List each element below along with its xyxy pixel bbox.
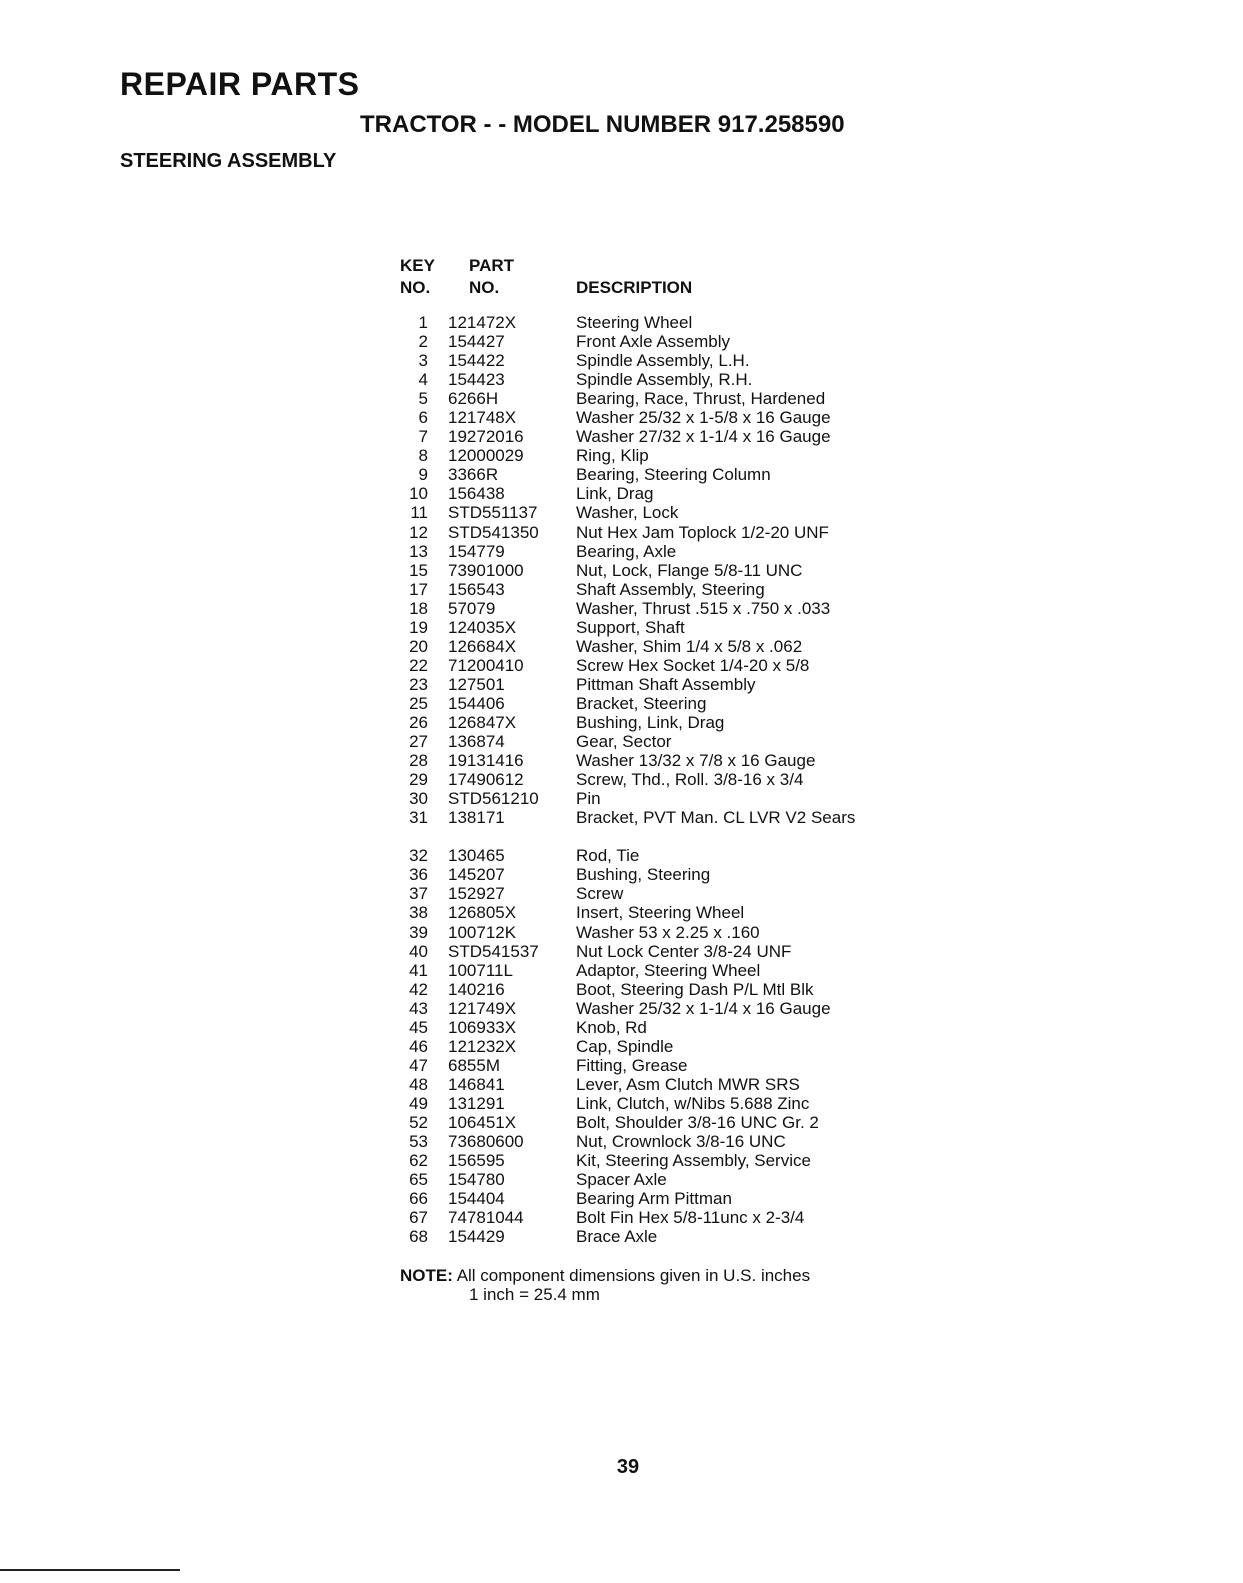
- part-number: STD561210: [448, 789, 539, 809]
- parts-list: [400, 313, 920, 1246]
- note-text: All component dimensions given in U.S. inches: [456, 1266, 811, 1285]
- header-description: DESCRIPTION: [576, 278, 693, 297]
- part-number: 136874: [448, 732, 505, 752]
- parts-row: [400, 580, 920, 599]
- parts-row: [400, 370, 920, 389]
- part-description: Screw, Thd., Roll. 3/8-16 x 3/4: [576, 770, 804, 790]
- key-number: 6: [418, 408, 428, 428]
- note-label: NOTE:: [400, 1266, 453, 1285]
- part-description: Link, Clutch, w/Nibs 5.688 Zinc: [576, 1093, 810, 1113]
- part-number: 146841: [448, 1074, 505, 1094]
- note-conversion: 1 inch = 25.4 mm: [469, 1285, 600, 1304]
- part-description: Boot, Steering Dash P/L Mtl Blk: [576, 979, 814, 999]
- key-number: 68: [409, 1227, 428, 1247]
- key-number: 38: [409, 903, 428, 923]
- parts-row: [400, 694, 920, 713]
- parts-row: [400, 351, 920, 370]
- part-number: 100712K: [448, 922, 517, 942]
- part-description: Front Axle Assembly: [576, 332, 731, 352]
- part-number: STD551137: [448, 503, 538, 523]
- part-number: 154427: [448, 332, 505, 352]
- key-number: 22: [409, 655, 428, 675]
- parts-row: [400, 427, 920, 446]
- part-description: Washer 13/32 x 7/8 x 16 Gauge: [576, 751, 816, 771]
- parts-row: [400, 1056, 920, 1075]
- part-description: Bearing Arm Pittman: [576, 1189, 732, 1209]
- parts-row: [400, 599, 920, 618]
- key-number: 3: [418, 351, 428, 371]
- part-number: STD541350: [448, 522, 539, 542]
- part-description: Knob, Rd: [576, 1017, 647, 1037]
- part-number: 106933X: [448, 1017, 517, 1037]
- key-number: 13: [409, 541, 428, 561]
- parts-row: [400, 484, 920, 503]
- key-number: 67: [409, 1208, 428, 1228]
- part-description: Bearing, Axle: [576, 541, 677, 561]
- key-number: 23: [409, 674, 428, 694]
- key-number: 4: [418, 370, 428, 390]
- part-number: 154780: [448, 1170, 505, 1190]
- parts-row: [400, 846, 920, 865]
- key-number: 62: [409, 1151, 428, 1171]
- part-number: 121749X: [448, 998, 517, 1018]
- key-number: 28: [409, 751, 428, 771]
- part-number: 154404: [448, 1189, 505, 1209]
- part-description: Rod, Tie: [576, 846, 640, 866]
- key-number: 20: [409, 636, 428, 656]
- part-description: Brace Axle: [576, 1227, 658, 1247]
- part-number: 154423: [448, 370, 505, 390]
- page-number: 39: [616, 1456, 640, 1478]
- key-number: 9: [418, 465, 428, 485]
- part-number: 154779: [448, 541, 505, 561]
- part-description: Screw Hex Socket 1/4-20 x 5/8: [576, 655, 810, 675]
- parts-row: [400, 1132, 920, 1151]
- part-number: 19272016: [448, 427, 524, 447]
- part-number: 3366R: [448, 465, 499, 485]
- key-number: 53: [409, 1132, 428, 1152]
- key-number: 17: [409, 579, 428, 599]
- key-number: 32: [409, 846, 428, 866]
- part-description: Bushing, Steering: [576, 865, 711, 885]
- part-number: 156595: [448, 1151, 505, 1171]
- parts-row: [400, 961, 920, 980]
- part-number: 154406: [448, 693, 505, 713]
- part-description: Nut Hex Jam Toplock 1/2-20 UNF: [576, 522, 829, 542]
- part-description: Adaptor, Steering Wheel: [576, 960, 761, 980]
- key-number: 48: [409, 1074, 428, 1094]
- part-number: 57079: [448, 598, 496, 618]
- parts-row: [400, 561, 920, 580]
- parts-row: [400, 1037, 920, 1056]
- part-description: Gear, Sector: [576, 732, 672, 752]
- key-number: 47: [409, 1055, 428, 1075]
- key-number: 45: [409, 1017, 428, 1037]
- part-description: Bearing, Race, Thrust, Hardened: [576, 389, 826, 409]
- part-number: 154422: [448, 351, 505, 371]
- parts-row: [400, 1151, 920, 1170]
- parts-row: [400, 1075, 920, 1094]
- parts-row: [400, 1170, 920, 1189]
- part-number: 126847X: [448, 712, 517, 732]
- part-description: Nut, Crownlock 3/8-16 UNC: [576, 1132, 786, 1152]
- part-description: Pin: [576, 789, 601, 809]
- part-description: Insert, Steering Wheel: [576, 903, 745, 923]
- key-number: 15: [409, 560, 428, 580]
- parts-row: [400, 770, 920, 789]
- key-number: 18: [409, 598, 428, 618]
- part-description: Washer 27/32 x 1-1/4 x 16 Gauge: [576, 427, 831, 447]
- part-number: 6855M: [448, 1055, 500, 1075]
- part-description: Washer, Thrust .515 x .750 x .033: [576, 598, 831, 618]
- part-description: Kit, Steering Assembly, Service: [576, 1151, 811, 1171]
- parts-row: [400, 789, 920, 808]
- parts-row: [400, 999, 920, 1018]
- part-number: 127501: [448, 674, 505, 694]
- part-number: 6266H: [448, 389, 499, 409]
- key-number: 65: [409, 1170, 428, 1190]
- part-number: 130465: [448, 846, 505, 866]
- parts-row: [400, 503, 920, 522]
- parts-row: [400, 1018, 920, 1037]
- part-description: Lever, Asm Clutch MWR SRS: [576, 1074, 800, 1094]
- model-title: TRACTOR - - MODEL NUMBER 917.258590: [360, 111, 845, 138]
- note: [400, 1266, 811, 1304]
- key-number: 27: [409, 732, 428, 752]
- part-number: 17490612: [448, 770, 524, 790]
- key-number: 37: [409, 884, 428, 904]
- part-number: 74781044: [448, 1208, 524, 1228]
- parts-row: [400, 542, 920, 561]
- part-description: Bolt Fin Hex 5/8-11unc x 2-3/4: [576, 1208, 805, 1228]
- key-number: 5: [418, 389, 428, 409]
- parts-row: [400, 408, 920, 427]
- key-number: 7: [418, 427, 428, 447]
- header-part: PART: [469, 256, 515, 275]
- part-number: 121748X: [448, 408, 517, 428]
- part-number: 73901000: [448, 560, 524, 580]
- part-number: 140216: [448, 979, 505, 999]
- key-number: 12: [409, 522, 428, 542]
- key-number: 19: [409, 617, 428, 637]
- part-number: 126684X: [448, 636, 517, 656]
- key-number: 49: [409, 1093, 428, 1113]
- parts-row: [400, 884, 920, 903]
- parts-row: [400, 808, 920, 846]
- parts-row: [400, 446, 920, 465]
- key-number: 66: [409, 1189, 428, 1209]
- part-number: 19131416: [448, 751, 524, 771]
- header-part-no: NO.: [469, 278, 500, 297]
- parts-row: [400, 618, 920, 637]
- parts-row: [400, 465, 920, 484]
- part-description: Bracket, Steering: [576, 693, 707, 713]
- key-number: 36: [409, 865, 428, 885]
- parts-row: [400, 523, 920, 542]
- parts-row: [400, 1113, 920, 1132]
- part-number: 154429: [448, 1227, 505, 1247]
- parts-row: [400, 923, 920, 942]
- part-description: Bracket, PVT Man. CL LVR V2 Sears: [576, 808, 856, 828]
- part-description: Bushing, Link, Drag: [576, 712, 725, 732]
- key-number: 10: [409, 484, 428, 504]
- part-description: Ring, Klip: [576, 446, 649, 466]
- key-number: 52: [409, 1112, 428, 1132]
- part-description: Link, Drag: [576, 484, 654, 504]
- parts-row: [400, 1227, 920, 1246]
- parts-row: [400, 732, 920, 751]
- part-description: Washer, Shim 1/4 x 5/8 x .062: [576, 636, 803, 656]
- parts-row: [400, 713, 920, 732]
- section-title: STEERING ASSEMBLY: [120, 150, 337, 172]
- part-number: 152927: [448, 884, 505, 904]
- key-number: 43: [409, 998, 428, 1018]
- key-number: 41: [409, 960, 428, 980]
- part-description: Steering Wheel: [576, 313, 693, 332]
- parts-row: [400, 675, 920, 694]
- part-description: Spacer Axle: [576, 1170, 667, 1190]
- footer-rule: [0, 1569, 180, 1571]
- part-description: Support, Shaft: [576, 617, 685, 637]
- part-description: Spindle Assembly, L.H.: [576, 351, 750, 371]
- parts-row: [400, 637, 920, 656]
- key-number: 11: [410, 503, 428, 523]
- part-description: Washer 25/32 x 1-5/8 x 16 Gauge: [576, 408, 831, 428]
- part-number: 121472X: [448, 313, 517, 332]
- parts-row: [400, 1094, 920, 1113]
- part-description: Bolt, Shoulder 3/8-16 UNC Gr. 2: [576, 1112, 819, 1132]
- key-number: 26: [409, 712, 428, 732]
- part-description: Washer 25/32 x 1-1/4 x 16 Gauge: [576, 998, 831, 1018]
- page-title: REPAIR PARTS: [120, 66, 360, 102]
- parts-row: [400, 1189, 920, 1208]
- part-description: Screw: [576, 884, 624, 904]
- part-description: Washer, Lock: [576, 503, 679, 523]
- part-number: 145207: [448, 865, 505, 885]
- part-number: 12000029: [448, 446, 524, 466]
- part-description: Nut Lock Center 3/8-24 UNF: [576, 941, 792, 961]
- key-number: 31: [409, 808, 428, 828]
- part-number: 71200410: [448, 655, 524, 675]
- part-number: 106451X: [448, 1112, 517, 1132]
- key-number: 8: [418, 446, 428, 466]
- part-number: 121232X: [448, 1036, 517, 1056]
- key-number: 1: [418, 313, 428, 332]
- parts-row: [400, 313, 920, 332]
- part-description: Spindle Assembly, R.H.: [576, 370, 753, 390]
- part-description: Nut, Lock, Flange 5/8-11 UNC: [576, 560, 803, 580]
- part-number: 156543: [448, 579, 505, 599]
- parts-row: [400, 865, 920, 884]
- part-number: 156438: [448, 484, 505, 504]
- part-number: 131291: [448, 1093, 505, 1113]
- part-number: 73680600: [448, 1132, 524, 1152]
- header-key-no: NO.: [400, 278, 431, 297]
- parts-row: [400, 980, 920, 999]
- part-number: 138171: [448, 808, 505, 828]
- parts-row: [400, 1208, 920, 1227]
- key-number: 40: [409, 941, 428, 961]
- part-number: 126805X: [448, 903, 517, 923]
- part-description: Pittman Shaft Assembly: [576, 674, 756, 694]
- part-number: STD541537: [448, 941, 539, 961]
- key-number: 30: [409, 789, 428, 809]
- key-number: 42: [409, 979, 428, 999]
- parts-row: [400, 903, 920, 922]
- part-description: Bearing, Steering Column: [576, 465, 771, 485]
- part-number: 124035X: [448, 617, 517, 637]
- parts-row: [400, 942, 920, 961]
- key-number: 46: [409, 1036, 428, 1056]
- part-description: Shaft Assembly, Steering: [576, 579, 765, 599]
- part-description: Fitting, Grease: [576, 1055, 688, 1075]
- key-number: 39: [409, 922, 428, 942]
- header-key: KEY: [400, 256, 435, 275]
- parts-row: [400, 389, 920, 408]
- key-number: 2: [418, 332, 428, 352]
- part-description: Cap, Spindle: [576, 1036, 674, 1056]
- parts-row: [400, 332, 920, 351]
- key-number: 25: [409, 693, 428, 713]
- part-number: 100711L: [448, 960, 513, 980]
- key-number: 29: [409, 770, 428, 790]
- part-description: Washer 53 x 2.25 x .160: [576, 922, 760, 942]
- parts-row: [400, 656, 920, 675]
- parts-row: [400, 751, 920, 770]
